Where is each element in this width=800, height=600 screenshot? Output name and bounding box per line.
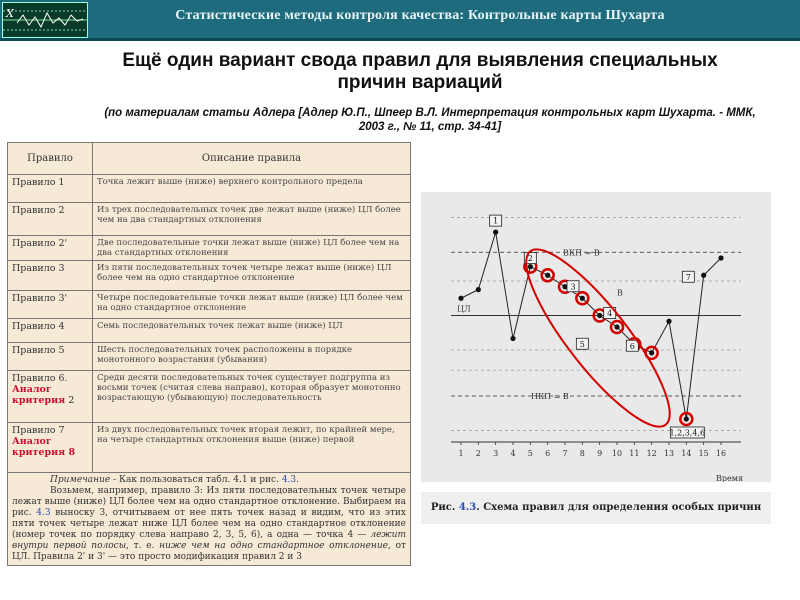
x-tick-label: 1: [458, 449, 464, 458]
rules-table: [7, 142, 411, 566]
data-point: [545, 273, 550, 278]
note-fig-ref: 4.3: [36, 508, 51, 518]
data-point: [614, 324, 619, 329]
control-chart-figure: [421, 192, 771, 482]
series-line: [461, 232, 721, 419]
data-point: [597, 313, 602, 318]
table-note: [8, 473, 411, 566]
x-tick-label: 14: [681, 449, 692, 458]
callout-label: 1,2,3,4,6: [669, 428, 706, 438]
x-tick-label: 5: [527, 449, 533, 458]
table-row: [8, 203, 411, 236]
rule-description: Из трех последовательных точек две лежат выше (ниже) ЦЛ более чем на два стандартных отклонения: [93, 203, 411, 236]
caption-text: . Схема правил для определения особых причин: [476, 502, 762, 513]
table-header-row: [8, 143, 411, 175]
note-intro: - Как пользоваться табл. 4.1 и рис.: [110, 475, 282, 485]
callout-label: 5: [579, 339, 585, 349]
x-tick-label: 15: [698, 449, 709, 458]
note-lead: Примечание: [50, 475, 111, 485]
data-point: [510, 336, 515, 341]
rule-description: Шесть последовательных точек расположены в порядке монотонного возрастания (убывания): [93, 343, 411, 371]
x-tick-label: 6: [545, 449, 551, 458]
table-row: [8, 236, 411, 261]
data-point: [701, 273, 706, 278]
rule-description: Из пяти последовательных точек четыре лежат выше (ниже) ЦЛ более чем на одно стандартное отклонение: [93, 261, 411, 291]
note-text: , от ЦЛ. Правила 2' и 3' — это просто модификация правил 2 и 3: [12, 541, 406, 562]
callout-label: 7: [685, 272, 691, 282]
x-ticks: [458, 442, 726, 458]
rule-name: Правило 1: [8, 175, 93, 203]
rule-description: Семь последовательных точек лежат выше (ниже) ЦЛ: [93, 319, 411, 343]
x-axis-label: Время: [716, 474, 744, 482]
data-point: [649, 350, 654, 355]
data-point: [666, 319, 671, 324]
logo-x-letter: X: [6, 7, 14, 20]
data-point: [493, 230, 498, 235]
data-point: [528, 264, 533, 269]
figure-caption: [421, 492, 771, 524]
x-tick-label: 4: [510, 449, 516, 458]
column-header-description: Описание правила: [93, 143, 411, 175]
rule-name: [8, 423, 93, 473]
note-text: выноску 3, отчитываем от нее пять точек назад и видим, что из этих пяти точек четыре лежат ниже ЦЛ более чем на одно стандартное отклонение (номер точек по порядку слева направо 2, 3, 5, 6), а одна — точка 4 —: [12, 508, 406, 540]
note-row: [8, 473, 411, 566]
rule-analog: Аналог критерия 8: [12, 436, 76, 458]
x-tick-label: 7: [562, 449, 568, 458]
note-intro-end: .: [296, 475, 300, 485]
data-point: [684, 416, 689, 421]
caption-number: 4.3: [458, 502, 477, 513]
data-point: [476, 287, 481, 292]
x-tick-label: 11: [629, 449, 640, 458]
rule-name-text: Правило 6.: [12, 373, 68, 384]
rule-name-text: Правило 7: [12, 425, 65, 436]
x-tick-label: 12: [646, 449, 657, 458]
table-row: [8, 371, 411, 423]
callout-label: 1: [493, 216, 499, 226]
data-point: [580, 296, 585, 301]
rule-description: Точка лежит выше (ниже) верхнего контрольного предела: [93, 175, 411, 203]
note-text: Возьмем, например, правило 3: Из пяти последовательных точек четыре лежат выше (ниже) ЦЛ более чем на одно стандартное отклонение. Выбираем на рис.: [12, 486, 406, 518]
table-row: [8, 261, 411, 291]
callout-label: 2: [527, 254, 533, 264]
column-header-rule: Правило: [8, 143, 93, 175]
highlight-ellipse: [507, 233, 690, 443]
rule-name: Правило 3: [8, 261, 93, 291]
center-line-label: ЦЛ: [457, 304, 471, 314]
rule-description: Две последовательные точки лежат выше (ниже) ЦЛ более чем на два стандартных отклонения: [93, 236, 411, 261]
lcl-label: НКП = В: [531, 392, 569, 401]
note-italic: лежит внутри первой полосы: [12, 530, 406, 551]
rule-analog-number: 2: [68, 395, 75, 406]
ucl-label: ВКП = В: [563, 248, 600, 258]
table-row: [8, 343, 411, 371]
rule-name: Правило 5: [8, 343, 93, 371]
x-tick-label: 8: [579, 449, 585, 458]
x-tick-label: 16: [715, 449, 727, 458]
table-row: [8, 319, 411, 343]
data-point: [458, 296, 463, 301]
page-title: Ещё один вариант свода правил для выявления специальных причин вариаций: [122, 50, 718, 93]
data-point: [718, 255, 723, 260]
x-tick-label: 2: [475, 449, 481, 458]
note-italic: ниже чем на одно стандартное отклонение: [159, 541, 388, 551]
callout-label: 6: [629, 341, 635, 351]
table-row: [8, 175, 411, 203]
bh-label: В: [617, 288, 623, 298]
caption-prefix: Рис.: [430, 502, 459, 513]
note-fig-ref: 4.3: [281, 475, 297, 485]
callout-label: 3: [570, 282, 576, 292]
rule-name: [8, 371, 93, 423]
rule-name: Правило 2: [8, 203, 93, 236]
rule-name: Правило 3': [8, 291, 93, 319]
rule-description: Из двух последовательных точек вторая лежит, по крайней мере, на четыре стандартных отклонения выше (ниже) первой: [93, 423, 411, 473]
rule-name: Правило 4: [8, 319, 93, 343]
control-chart: [421, 192, 771, 482]
rule-name: Правило 2': [8, 236, 93, 261]
x-tick-label: 13: [663, 449, 675, 458]
slide-header: [0, 0, 800, 41]
rule-description: Среди десяти последовательных точек существует подгруппа из восьми точек (считая слева направо), которая образует монотонно возрастающую (убывающую) последовательность: [93, 371, 411, 423]
page-subtitle: (по материалам статьи Адлера [Адлер Ю.П., Шпеер В.Л. Интерпретация контрольных карт Шухарта. - ММК, 2003 г., № 11, стр. 34-41]: [104, 107, 756, 133]
table-row: [8, 291, 411, 319]
table-row: [8, 423, 411, 473]
header-title: Статистические методы контроля качества: Контрольные карты Шухарта: [175, 8, 665, 23]
note-text: , т. е.: [126, 541, 160, 551]
rule-description: Четыре последовательные точки лежат выше (ниже) ЦЛ более чем на одно стандартное отклонение: [93, 291, 411, 319]
x-tick-label: 9: [597, 449, 603, 458]
x-tick-label: 10: [611, 449, 623, 458]
rule-analog: Аналог критерия: [12, 384, 66, 406]
callout-label: 4: [607, 309, 613, 318]
x-tick-label: 3: [493, 449, 499, 458]
